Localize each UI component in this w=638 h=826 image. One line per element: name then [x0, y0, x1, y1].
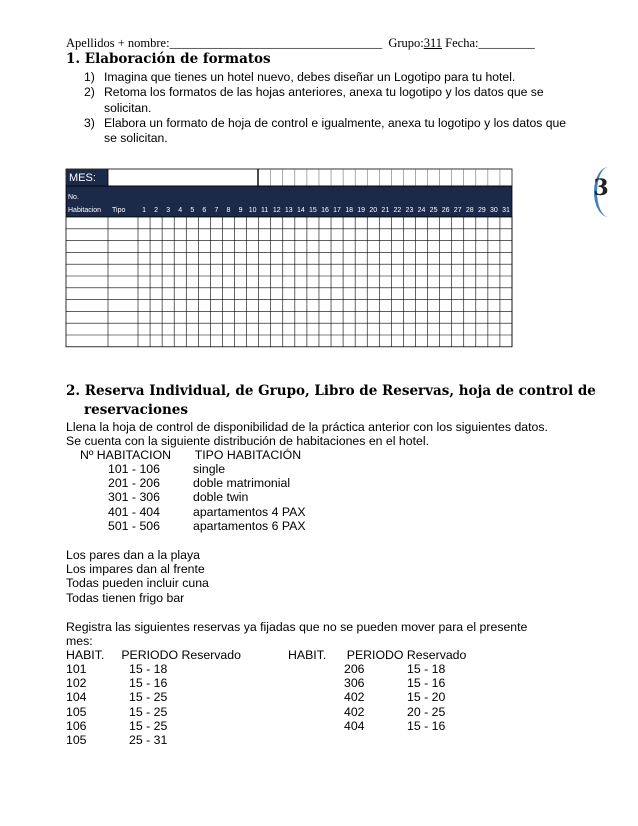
room-type: apartamentos 6 PAX [193, 518, 306, 533]
reservation-room: 101 [66, 662, 87, 676]
reservation-room: 106 [66, 718, 87, 733]
reservation-room: 105 [66, 704, 87, 719]
reservations-header-left: HABIT. PERIODO Reservado [66, 648, 241, 662]
room-range: 101 - 106 [108, 462, 160, 476]
day-label: 21 [381, 207, 390, 214]
day-label: 25 [429, 207, 438, 214]
reservation-period: 15 - 20 [407, 690, 446, 705]
reservation-period: 20 - 25 [407, 704, 446, 719]
reservation-room: 104 [66, 690, 87, 705]
day-label: 18 [345, 207, 354, 214]
header-group: 311 [423, 36, 443, 50]
day-label: 17 [333, 207, 341, 214]
day-label: 4 [178, 207, 183, 214]
day-label: 7 [214, 207, 219, 214]
room-type: doble twin [193, 490, 249, 505]
day-label: 29 [477, 207, 486, 214]
header-name-label: Apellidos + nombre:__________________________________ Grupo: [66, 36, 424, 50]
instruction-text: Elabora un formato de hoja de control e igualmente, anexa tu logotipo y los datos que se solicitan. [104, 115, 567, 146]
day-label: 2 [154, 207, 159, 214]
reservation-room: 102 [66, 676, 87, 691]
day-label: 13 [284, 207, 293, 214]
day-label: 3 [166, 207, 171, 214]
reservation-room: 306 [344, 676, 365, 691]
reservation-room: 105 [66, 733, 87, 747]
room-type: apartamentos 4 PAX [193, 504, 306, 519]
instruction-number: 2) [84, 85, 95, 100]
reservation-period: 15 - 25 [129, 690, 168, 705]
note-line: Los pares dan a la playa [66, 548, 200, 562]
instruction-number: 3) [84, 115, 95, 130]
reservation-period: 15 - 18 [129, 662, 168, 676]
day-label: 1 [142, 207, 146, 214]
day-label: 22 [393, 207, 402, 214]
col-room-label-a: No. [68, 194, 79, 201]
room-type: single [193, 462, 226, 476]
instruction-text: Retoma los formatos de las hojas anteriores, anexa tu logotipo y los datos que se solicitan. [104, 85, 544, 115]
day-label: 19 [357, 207, 366, 214]
reservation-room: 402 [344, 704, 365, 719]
day-label: 15 [309, 207, 317, 214]
reservation-period: 15 - 25 [129, 718, 168, 733]
room-range: 501 - 506 [108, 518, 160, 533]
reservation-room: 402 [344, 690, 365, 705]
day-label: 9 [238, 207, 243, 214]
reservation-period: 15 - 16 [407, 718, 446, 733]
day-label: 31 [502, 207, 510, 214]
day-label: 30 [490, 207, 498, 214]
day-label: 23 [405, 207, 414, 214]
reservation-period: 15 - 16 [129, 676, 168, 691]
day-label: 20 [369, 207, 378, 214]
section2-title-line1: 2. Reserva Individual, de Grupo, Libro de Reservas, hoja de control de [66, 383, 596, 399]
day-label: 10 [248, 207, 257, 214]
day-label: 27 [453, 207, 462, 214]
section2-title-line2: reservaciones [84, 402, 188, 418]
header-date: Fecha:_________ [442, 36, 535, 50]
reservation-period: 15 - 16 [407, 676, 446, 691]
day-label: 5 [190, 207, 195, 214]
register-line-1: Registra las siguientes reservas ya fijadas que no se pueden mover para el presente [66, 620, 528, 634]
section1-title: 1. Elaboración de formatos [66, 51, 271, 67]
mes-row [66, 169, 512, 186]
register-line-2: mes: [66, 634, 93, 648]
col-type-label: Tipo [112, 207, 126, 214]
reservation-period: 15 - 18 [407, 662, 446, 676]
room-type: doble matrimonial [193, 476, 291, 491]
instruction-text: Imagina que tienes un hotel nuevo, debes diseñar un Logotipo para tu hotel. [104, 70, 516, 84]
room-range: 201 - 206 [108, 476, 160, 491]
day-label: 8 [226, 207, 231, 214]
day-label: 12 [272, 207, 281, 214]
day-label: 16 [321, 207, 329, 214]
instruction-number: 1) [84, 70, 95, 84]
col-room-label-b: Habitacion [68, 207, 102, 214]
reservations-header-right: HABIT. PERIODO Reservado [288, 648, 467, 662]
day-label: 24 [417, 207, 426, 214]
day-label: 6 [202, 207, 207, 214]
day-label: 11 [261, 207, 269, 214]
day-label: 26 [441, 207, 450, 214]
room-range: 301 - 306 [108, 490, 160, 505]
reservation-room: 206 [344, 662, 365, 676]
table-body [66, 217, 512, 347]
mes-label: MES: [69, 172, 96, 184]
room-range: 401 - 404 [108, 504, 160, 519]
intro-line-1: Llena la hoja de control de disponibilidad de la práctica anterior con los siguientes datos. [66, 420, 548, 434]
day-label: 28 [465, 207, 474, 214]
page-number: 3 [593, 175, 609, 201]
distribution-header: Nº HABITACION TIPO HABITACIÓN [80, 448, 302, 462]
note-line: Los impares dan al frente [66, 562, 205, 577]
reservation-period: 25 - 31 [129, 733, 168, 747]
intro-line-2: Se cuenta con la siguiente distribución de habitaciones en el hotel. [66, 434, 430, 448]
reservation-room: 404 [344, 718, 365, 733]
note-line: Todas pueden incluir cuna [66, 576, 209, 591]
day-label: 14 [296, 207, 305, 214]
note-line: Todas tienen frigo bar [66, 590, 185, 605]
reservation-period: 15 - 25 [129, 704, 168, 719]
